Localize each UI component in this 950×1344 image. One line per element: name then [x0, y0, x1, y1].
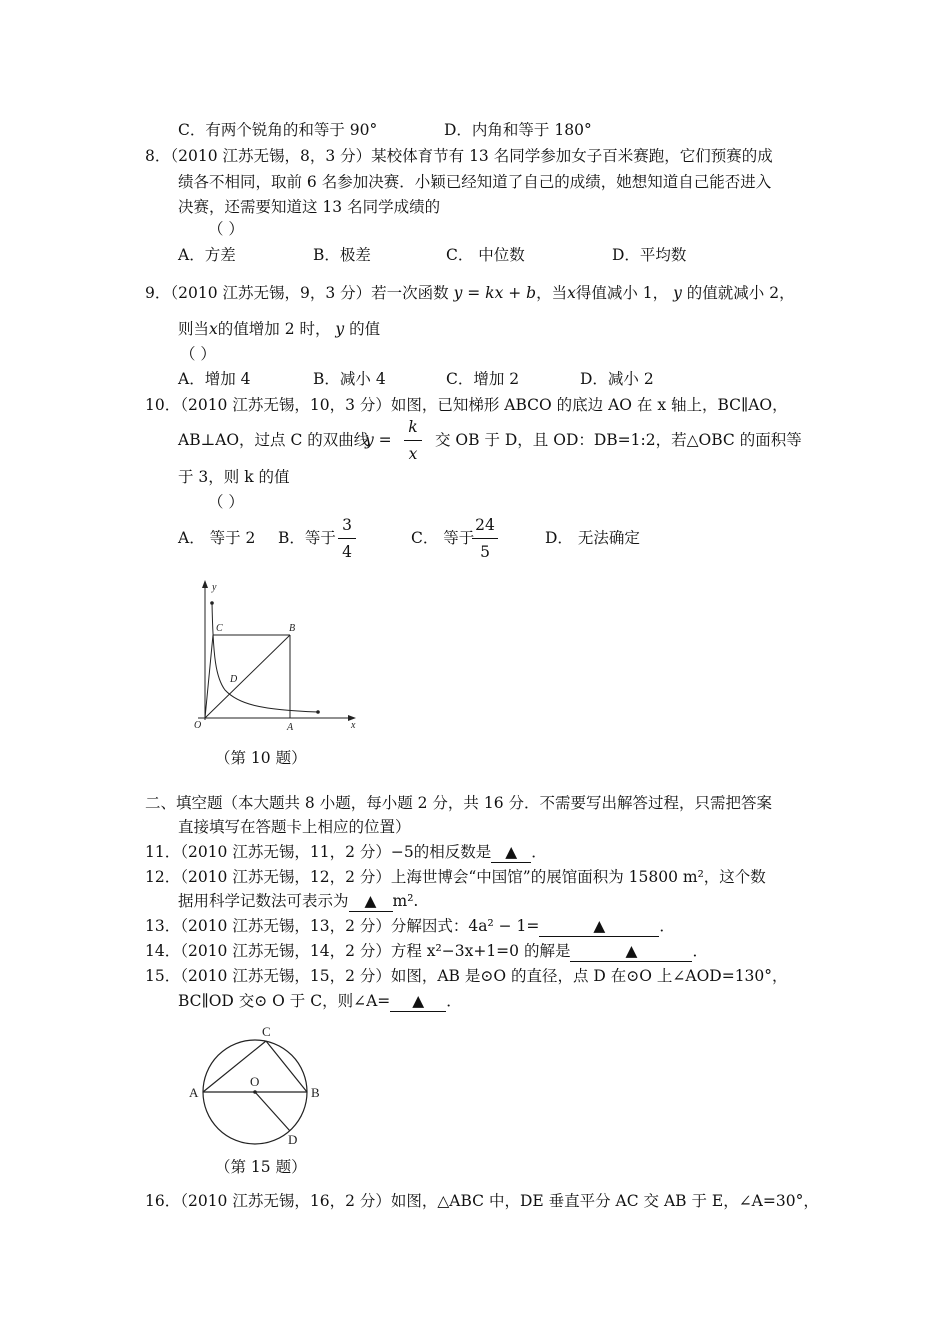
q9-line1: 9．（2010 江苏无锡，9，3 分）若一次函数 y = kx + b，当x得值减小 1， y 的值就减小 2，	[145, 284, 795, 302]
q8-option-a: A．方差	[178, 246, 236, 264]
q7-option-c: C．有两个锐角的和等于 90°	[178, 121, 378, 139]
q14-answer-blank: ▲	[570, 941, 692, 962]
q8-option-d: D．平均数	[612, 246, 687, 264]
section2-line2: 直接填写在答题卡上相应的位置）	[178, 818, 411, 836]
q11-line: 11．（2010 江苏无锡，11，2 分）−5的相反数是 ▲ ．	[145, 843, 547, 861]
q12-answer-blank: ▲	[349, 891, 393, 912]
q15-line2: BC∥OD 交⊙ O 于 C，则∠A= ▲ ．	[178, 992, 462, 1010]
q13-line: 13．（2010 江苏无锡，13，2 分）分解因式：4a² − 1= ▲ ．	[145, 917, 675, 935]
q10-fraction-3-4: 3 4	[338, 514, 356, 563]
q8-line2: 绩各不相同，取前 6 名参加决赛．小颖已经知道了自己的成绩，她想知道自己能否进入	[178, 173, 772, 191]
section2-line1: 二、填空题（本大题共 8 小题，每小题 2 分，共 16 分．不需要写出解答过程，只需把答案	[145, 794, 773, 812]
label-o: O	[250, 1074, 260, 1089]
q14-line: 14．（2010 江苏无锡，14，2 分）方程 x²−3x+1=0 的解是 ▲ ．	[145, 942, 708, 960]
q10-y-eq: y =	[365, 431, 392, 449]
q10-line3: 于 3，则 k 的值	[178, 468, 290, 486]
segment-oc	[205, 635, 213, 718]
label-d: D	[288, 1132, 298, 1147]
q15-figure	[180, 1022, 340, 1152]
q8-option-b: B．极差	[313, 246, 371, 264]
radius-od	[255, 1092, 290, 1131]
label-c: C	[216, 623, 223, 634]
label-b: B	[311, 1085, 320, 1100]
q15-line1: 15．（2010 江苏无锡，15，2 分）如图，AB 是⊙O 的直径，点 D 在⊙O 上∠AOD=130°，	[145, 967, 788, 985]
label-a: A	[189, 1085, 199, 1100]
q8-line3: 决赛，还需要知道这 13 名同学成绩的	[178, 198, 441, 216]
q10-line1: 10．（2010 江苏无锡，10，3 分）如图，已知梯形 ABCO 的底边 AO 在 x 轴上，BC∥AO，	[145, 396, 788, 414]
q10-answer-paren: （ ）	[208, 493, 244, 511]
q9-option-b: B．减小 4	[313, 370, 386, 388]
q10-figure	[180, 578, 370, 738]
q10-option-b: B．等于	[278, 529, 336, 547]
q10-fraction-24-5: 24 5	[472, 514, 498, 563]
curve-endpoint-top	[210, 601, 214, 605]
label-o: O	[194, 720, 202, 731]
q12-line2: 据用科学记数法可表示为 ▲ m².	[178, 892, 419, 910]
label-a: A	[287, 722, 294, 733]
label-y: y	[212, 582, 217, 593]
curve-endpoint-right	[316, 710, 320, 714]
q12-line1: 12．（2010 江苏无锡，12，2 分）上海世博会“中国馆”的展馆面积为 15800 m²，这个数	[145, 868, 766, 886]
label-d: D	[230, 674, 238, 685]
label-x: x	[351, 720, 356, 731]
q9-equation: y = kx + b	[453, 284, 537, 302]
q8-option-c: C． 中位数	[446, 246, 525, 264]
q9-option-d: D．减小 2	[580, 370, 654, 388]
q8-answer-paren: （ ）	[208, 220, 244, 238]
q10-line2a: AB⊥AO，过点 C 的双曲线	[178, 431, 370, 449]
q13-answer-blank: ▲	[539, 916, 659, 937]
q10-option-d: D． 无法确定	[545, 529, 640, 547]
q15-answer-blank: ▲	[390, 991, 446, 1012]
q11-answer-blank: ▲	[491, 842, 531, 863]
q10-option-a: A． 等于 2	[178, 529, 256, 547]
q10-caption: （第 10 题）	[215, 749, 307, 767]
q9-option-c: C．增加 2	[446, 370, 520, 388]
q16-line1: 16．（2010 江苏无锡，16，2 分）如图，△ABC 中，DE 垂直平分 AC 交 AB 于 E，∠A=30°，	[145, 1192, 819, 1210]
q10-line2b: 交 OB 于 D，且 OD：DB=1:2，若△OBC 的面积等	[435, 431, 802, 449]
label-b: B	[289, 623, 296, 634]
label-c: C	[262, 1024, 271, 1039]
segment-ob	[205, 635, 290, 718]
q9-option-a: A．增加 4	[178, 370, 251, 388]
center-point	[253, 1090, 257, 1094]
q10-option-c: C． 等于	[411, 529, 475, 547]
q8-line1: 8．（2010 江苏无锡，8，3 分）某校体育节有 13 名同学参加女子百米赛跑，它们预赛的成	[145, 147, 773, 165]
q9-answer-paren: （ ）	[180, 345, 216, 363]
y-axis-arrow	[202, 580, 208, 588]
q7-option-d: D．内角和等于 180°	[444, 121, 592, 139]
q9-line2: 则当x的值增加 2 时， y 的值	[178, 320, 381, 338]
q15-caption: （第 15 题）	[215, 1158, 307, 1176]
q10-fraction-k-over-x: k x	[404, 416, 422, 465]
